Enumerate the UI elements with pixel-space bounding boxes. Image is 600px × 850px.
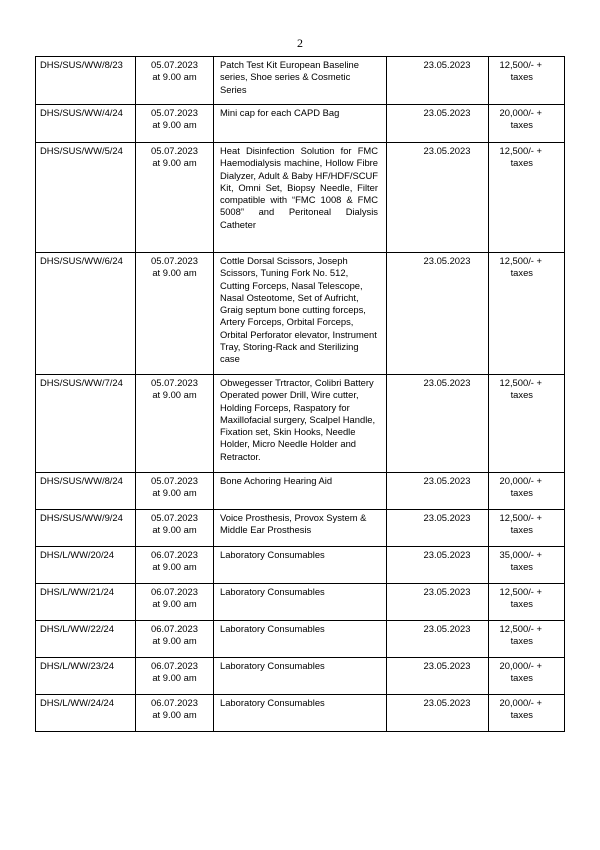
tender-fee-cell	[489, 253, 565, 375]
opening-date: 05.07.2023	[151, 107, 198, 118]
closing-date: 23.05.2023	[387, 57, 489, 105]
opening-time: at 9.00 am	[152, 267, 197, 279]
table-row	[36, 658, 565, 695]
tender-fee: 12,500/- +	[499, 255, 542, 266]
tender-reference: DHS/SUS/WW/9/24	[36, 510, 136, 547]
closing-date: 23.05.2023	[387, 658, 489, 695]
tender-reference: DHS/SUS/WW/8/23	[36, 57, 136, 105]
tender-fee-suffix: taxes	[510, 635, 533, 647]
opening-date: 05.07.2023	[151, 145, 198, 156]
closing-date: 23.05.2023	[387, 584, 489, 621]
closing-date: 23.05.2023	[387, 621, 489, 658]
opening-time: at 9.00 am	[152, 389, 197, 401]
tender-fee: 12,500/- +	[499, 145, 542, 156]
tender-fee-cell	[489, 375, 565, 473]
table-row	[36, 253, 565, 375]
closing-date: 23.05.2023	[387, 143, 489, 253]
opening-date-cell	[136, 375, 214, 473]
opening-date: 05.07.2023	[151, 377, 198, 388]
opening-time: at 9.00 am	[152, 71, 197, 83]
opening-date-cell	[136, 253, 214, 375]
item-description: Obwegesser Trtractor, Colibri Battery Operated power Drill, Wire cutter, Holding Forceps, Raspatory for Maxillofacial surgery, Scalpel Handle, Fixation set, Skin Hooks, Needle Holder, Micro Needle Holder and Retractor.	[214, 375, 387, 473]
table-row	[36, 143, 565, 253]
item-description: Bone Achoring Hearing Aid	[214, 473, 387, 510]
tender-fee-suffix: taxes	[510, 561, 533, 573]
item-description: Cottle Dorsal Scissors, Joseph Scissors, Tuning Fork No. 512, Cutting Forceps, Nasal Telescope, Nasal Osteotome, Set of Aufricht, Graig septum bone cutting forceps, Artery Forceps, Orbital Forceps, Orbital Perforator elevator, Instrument Tray, Storing-Rack and Sterilizing case	[214, 253, 387, 375]
opening-time: at 9.00 am	[152, 709, 197, 721]
item-description: Voice Prosthesis, Provox System & Middle Ear Prosthesis	[214, 510, 387, 547]
tender-fee-suffix: taxes	[510, 71, 533, 83]
table-row	[36, 547, 565, 584]
opening-date: 05.07.2023	[151, 255, 198, 266]
tender-reference: DHS/SUS/WW/6/24	[36, 253, 136, 375]
closing-date: 23.05.2023	[387, 473, 489, 510]
opening-date-cell	[136, 105, 214, 143]
tender-fee-cell	[489, 105, 565, 143]
tender-table-body	[36, 57, 565, 732]
opening-date-cell	[136, 547, 214, 584]
opening-time: at 9.00 am	[152, 487, 197, 499]
table-row	[36, 473, 565, 510]
opening-time: at 9.00 am	[152, 561, 197, 573]
closing-date: 23.05.2023	[387, 375, 489, 473]
table-row	[36, 105, 565, 143]
tender-reference: DHS/SUS/WW/4/24	[36, 105, 136, 143]
item-description: Heat Disinfection Solution for FMC Haemodialysis machine, Hollow Fibre Dialyzer, Adult & Baby HF/HDF/SCUF Kit, Omni Set, Biopsy Needle, Filter compatible with “FMC 1008 & FMC 5008” and Peritoneal Dialysis Catheter	[214, 143, 387, 253]
tender-reference: DHS/L/WW/23/24	[36, 658, 136, 695]
tender-fee-cell	[489, 143, 565, 253]
tender-fee-cell	[489, 473, 565, 510]
item-description: Patch Test Kit European Baseline series, Shoe series & Cosmetic Series	[214, 57, 387, 105]
tender-fee-suffix: taxes	[510, 709, 533, 721]
item-description: Laboratory Consumables	[214, 584, 387, 621]
opening-date-cell	[136, 621, 214, 658]
opening-date-cell	[136, 695, 214, 732]
opening-date-cell	[136, 584, 214, 621]
opening-time: at 9.00 am	[152, 119, 197, 131]
tender-reference: DHS/L/WW/21/24	[36, 584, 136, 621]
table-row	[36, 510, 565, 547]
tender-fee-cell	[489, 510, 565, 547]
tender-reference: DHS/SUS/WW/7/24	[36, 375, 136, 473]
opening-date: 06.07.2023	[151, 660, 198, 671]
tender-fee: 12,500/- +	[499, 377, 542, 388]
opening-time: at 9.00 am	[152, 524, 197, 536]
tender-fee-suffix: taxes	[510, 389, 533, 401]
item-description: Mini cap for each CAPD Bag	[214, 105, 387, 143]
tender-reference: DHS/SUS/WW/5/24	[36, 143, 136, 253]
opening-date-cell	[136, 57, 214, 105]
closing-date: 23.05.2023	[387, 510, 489, 547]
tender-fee-suffix: taxes	[510, 119, 533, 131]
tender-fee-cell	[489, 695, 565, 732]
tender-fee: 12,500/- +	[499, 586, 542, 597]
table-row	[36, 375, 565, 473]
tender-fee-cell	[489, 584, 565, 621]
tender-fee: 20,000/- +	[499, 660, 542, 671]
opening-date: 06.07.2023	[151, 623, 198, 634]
tender-fee-cell	[489, 57, 565, 105]
item-description: Laboratory Consumables	[214, 695, 387, 732]
tender-table	[35, 56, 565, 732]
opening-date: 06.07.2023	[151, 586, 198, 597]
tender-fee: 12,500/- +	[499, 512, 542, 523]
table-row	[36, 584, 565, 621]
opening-date-cell	[136, 510, 214, 547]
opening-date: 06.07.2023	[151, 549, 198, 560]
opening-date-cell	[136, 658, 214, 695]
table-row	[36, 695, 565, 732]
opening-date: 06.07.2023	[151, 697, 198, 708]
tender-fee-suffix: taxes	[510, 267, 533, 279]
tender-fee-cell	[489, 621, 565, 658]
opening-time: at 9.00 am	[152, 635, 197, 647]
tender-fee: 12,500/- +	[499, 59, 542, 70]
opening-time: at 9.00 am	[152, 157, 197, 169]
closing-date: 23.05.2023	[387, 547, 489, 584]
tender-reference: DHS/L/WW/20/24	[36, 547, 136, 584]
item-description: Laboratory Consumables	[214, 621, 387, 658]
opening-date: 05.07.2023	[151, 512, 198, 523]
tender-reference: DHS/L/WW/24/24	[36, 695, 136, 732]
tender-fee-suffix: taxes	[510, 672, 533, 684]
tender-fee-suffix: taxes	[510, 524, 533, 536]
opening-time: at 9.00 am	[152, 598, 197, 610]
opening-date: 05.07.2023	[151, 475, 198, 486]
opening-date-cell	[136, 473, 214, 510]
tender-fee: 12,500/- +	[499, 623, 542, 634]
tender-fee-suffix: taxes	[510, 598, 533, 610]
tender-fee: 20,000/- +	[499, 697, 542, 708]
tender-fee-suffix: taxes	[510, 487, 533, 499]
tender-fee: 20,000/- +	[499, 107, 542, 118]
tender-fee-cell	[489, 547, 565, 584]
tender-fee: 35,000/- +	[499, 549, 542, 560]
tender-fee: 20,000/- +	[499, 475, 542, 486]
closing-date: 23.05.2023	[387, 105, 489, 143]
opening-date: 05.07.2023	[151, 59, 198, 70]
closing-date: 23.05.2023	[387, 695, 489, 732]
opening-time: at 9.00 am	[152, 672, 197, 684]
opening-date-cell	[136, 143, 214, 253]
table-row	[36, 621, 565, 658]
page-number: 2	[297, 36, 303, 50]
table-row	[36, 57, 565, 105]
closing-date: 23.05.2023	[387, 253, 489, 375]
tender-fee-suffix: taxes	[510, 157, 533, 169]
item-description: Laboratory Consumables	[214, 658, 387, 695]
tender-reference: DHS/SUS/WW/8/24	[36, 473, 136, 510]
item-description: Laboratory Consumables	[214, 547, 387, 584]
tender-fee-cell	[489, 658, 565, 695]
tender-reference: DHS/L/WW/22/24	[36, 621, 136, 658]
